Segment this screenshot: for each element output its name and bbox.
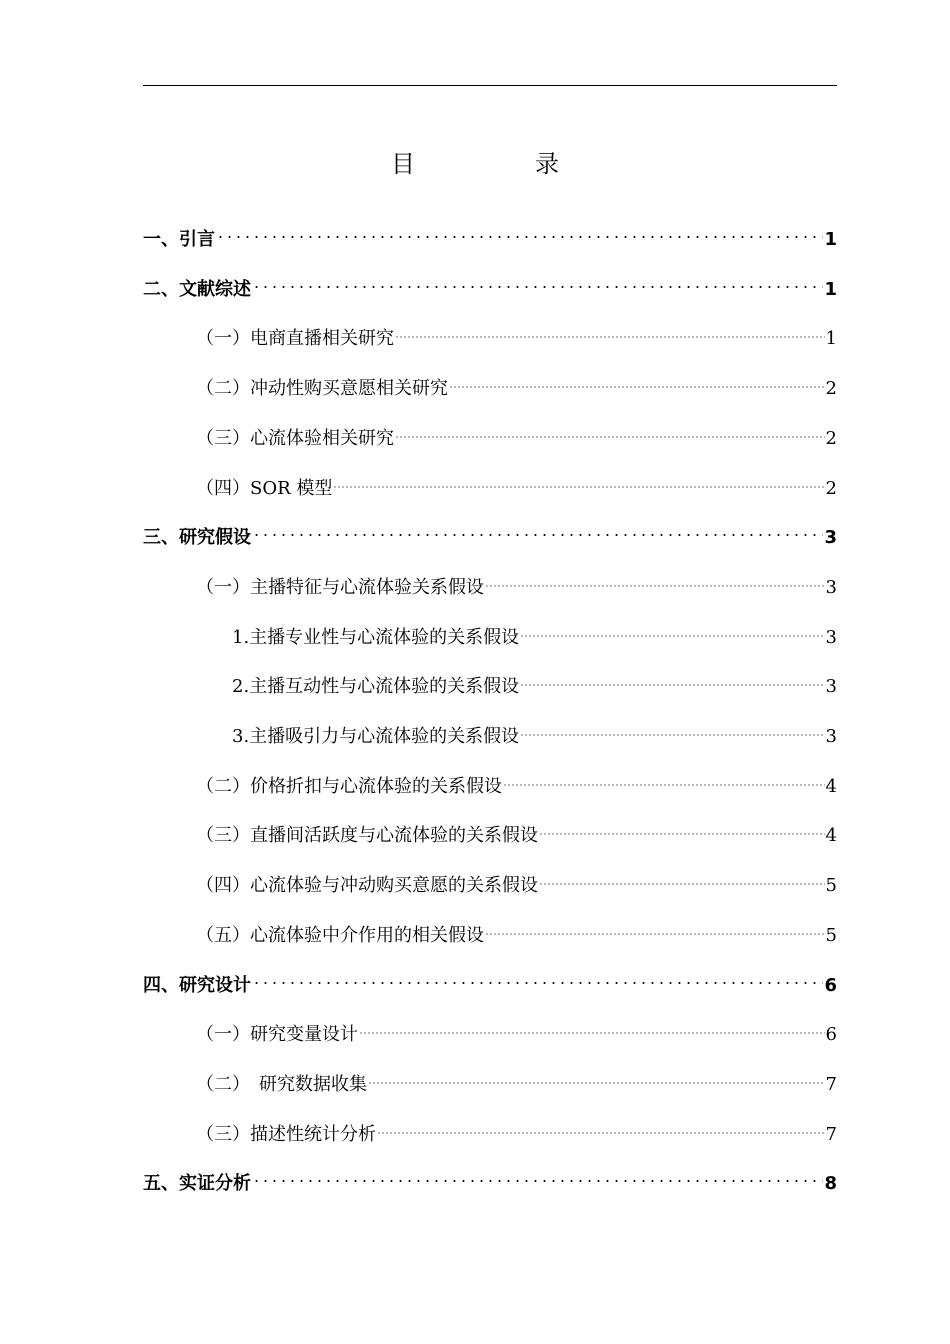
toc-page-number: 6 [825,1024,837,1045]
toc-entry-label: 五、实证分析 [143,1173,251,1194]
toc-entry[interactable] [196,565,837,598]
toc-entry[interactable] [196,863,837,896]
toc-entry-label: 3.主播吸引力与心流体验的关系假设 [232,726,520,747]
toc-entry[interactable] [143,1161,837,1194]
toc-dot-leader [395,316,825,344]
toc-page-number: 2 [825,478,837,499]
toc-page-number: 6 [824,975,837,996]
toc-entry-label: 三、研究假设 [143,527,251,548]
toc-dot-leader [539,863,825,891]
toc-title: 目 录 [391,150,607,178]
toc-entry[interactable] [196,466,837,499]
toc-entry-label: 四、研究设计 [143,975,251,996]
toc-page-number: 5 [825,875,837,896]
toc-page-number: 7 [825,1124,837,1145]
toc-dot-leader [520,615,824,643]
toc-entry[interactable] [232,714,837,747]
toc-page-number: 1 [824,229,837,250]
toc-entry-label: 1.主播专业性与心流体验的关系假设 [232,627,520,648]
toc-dot-leader [359,1012,825,1040]
toc-entry[interactable] [196,1012,837,1045]
toc-entry-label: （一）研究变量设计 [196,1024,358,1045]
toc-entry[interactable] [196,913,837,946]
toc-dot-leader [485,565,825,593]
toc-entry[interactable] [143,515,837,548]
toc-entry[interactable] [196,316,837,349]
toc-entry-label: 二、文献综述 [143,279,251,300]
toc-page-number: 8 [824,1173,837,1194]
toc-page-number: 3 [825,676,837,697]
toc-entry[interactable] [143,217,837,250]
toc-entry[interactable] [143,267,837,300]
toc-dot-leader [252,963,823,991]
toc-dot-leader [252,515,823,543]
toc-entry-label: （一）主播特征与心流体验关系假设 [196,577,484,598]
toc-dot-leader [377,1112,825,1140]
toc-entry-label: （三）直播间活跃度与心流体验的关系假设 [196,825,538,846]
toc-dot-leader [395,416,825,444]
toc-entry[interactable] [143,963,837,996]
toc-dot-leader [520,714,824,742]
toc-entry[interactable] [196,1112,837,1145]
toc-page-number: 3 [825,627,837,648]
toc-entry[interactable] [196,813,837,846]
toc-entry[interactable] [196,366,837,399]
toc-dot-leader [216,217,823,245]
toc-dot-leader [333,466,824,494]
toc-entry-label: （三）描述性统计分析 [196,1124,376,1145]
toc-page-number: 3 [825,726,837,747]
toc-entry-label: （二）冲动性购买意愿相关研究 [196,378,448,399]
toc-page-number: 4 [825,825,837,846]
toc-dot-leader [520,664,824,692]
toc-entry-label: 2.主播互动性与心流体验的关系假设 [232,676,520,697]
toc-entry[interactable] [232,664,837,697]
toc-entry[interactable] [196,1062,837,1095]
toc-entry-label: （五）心流体验中介作用的相关假设 [196,925,484,946]
toc-entry-label: （二）价格折扣与心流体验的关系假设 [196,776,502,797]
toc-entry-label: （三）心流体验相关研究 [196,428,394,449]
toc-entry[interactable] [232,615,837,648]
toc-dot-leader [485,913,825,941]
toc-entry[interactable] [196,764,837,797]
toc-dot-leader [449,366,825,394]
toc-entry-label: 一、引言 [143,229,215,250]
toc-page-number: 1 [824,279,837,300]
toc-dot-leader [252,267,823,295]
toc-dot-leader [503,764,825,792]
toc-page-number: 3 [825,577,837,598]
toc-page-number: 7 [825,1074,837,1095]
toc-entry-label: （二） 研究数据收集 [196,1074,367,1095]
toc-page-number: 3 [824,527,837,548]
toc-page-number: 4 [825,776,837,797]
toc-page-number: 2 [825,378,837,399]
toc-page-number: 1 [825,328,837,349]
toc-dot-leader [539,813,825,841]
toc-page-number: 2 [825,428,837,449]
toc-dot-leader [368,1062,825,1090]
toc-entry-label: （四）SOR 模型 [196,478,333,499]
toc-entry-label: （四）心流体验与冲动购买意愿的关系假设 [196,875,538,896]
toc-entry-label: （一）电商直播相关研究 [196,328,394,349]
toc-dot-leader [252,1161,823,1189]
toc-page-number: 5 [825,925,837,946]
toc-entry[interactable] [196,416,837,449]
